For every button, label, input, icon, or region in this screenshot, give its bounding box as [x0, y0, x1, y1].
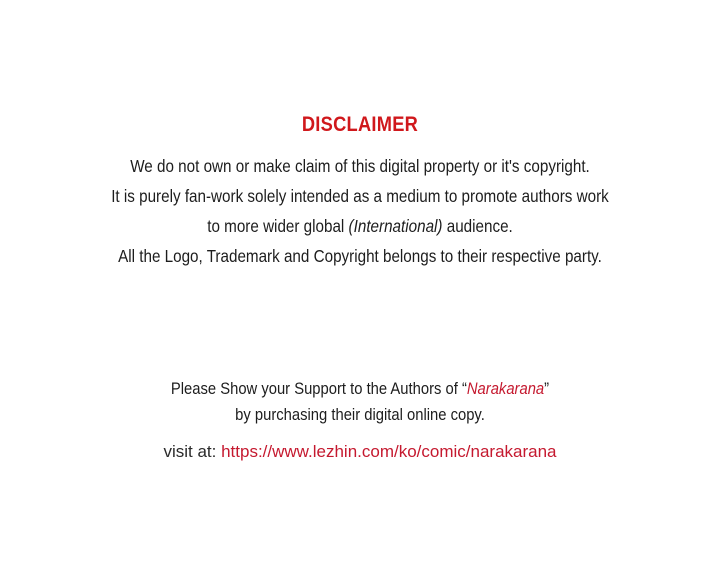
support-text-block — [47, 376, 673, 428]
visit-line — [0, 441, 720, 463]
disclaimer-line-2: It is purely fan-work solely intended as a medium to promote authors work — [111, 186, 609, 206]
support-line-1-pre: Please Show your Support to the Authors of “ — [170, 379, 467, 398]
international-italic-text: (International) — [348, 216, 443, 236]
disclaimer-line-3-post: audience. — [442, 216, 513, 236]
lezhin-url-link[interactable]: https://www.lezhin.com/ko/comic/narakarana — [221, 442, 557, 461]
disclaimer-line-3-pre: to more wider global — [207, 216, 349, 236]
disclaimer-title: DISCLAIMER — [301, 113, 419, 136]
series-title: Narakarana — [466, 379, 545, 398]
disclaimer-text-block — [47, 151, 673, 271]
visit-label: visit at: — [163, 442, 222, 461]
disclaimer-line-4: All the Logo, Trademark and Copyright belongs to their respective party. — [118, 246, 602, 266]
disclaimer-line-1: We do not own or make claim of this digital property or it's copyright. — [130, 156, 590, 176]
support-line-1 — [47, 376, 673, 402]
support-line-1-post: ” — [544, 379, 550, 398]
support-line-2: by purchasing their digital online copy. — [235, 405, 485, 424]
disclaimer-line-3 — [47, 211, 673, 241]
